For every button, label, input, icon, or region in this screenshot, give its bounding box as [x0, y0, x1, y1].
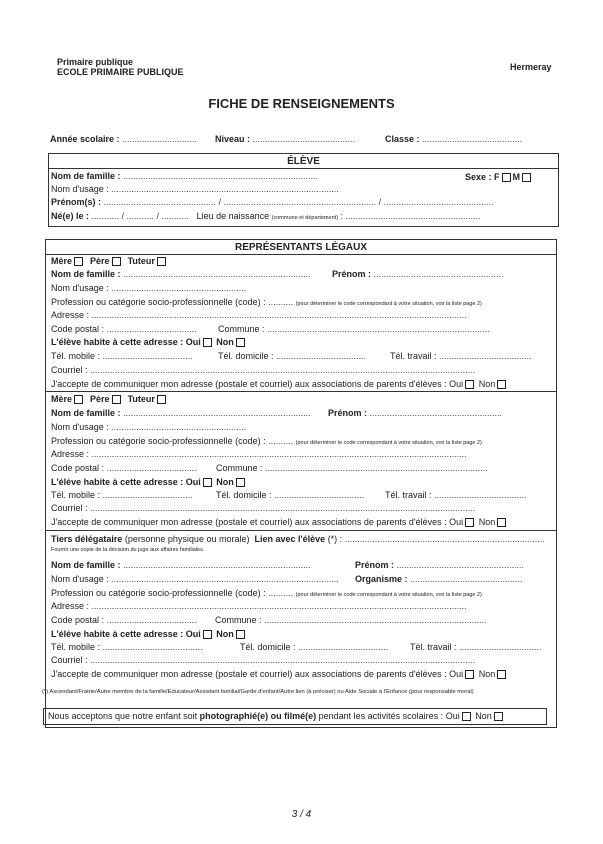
rep2-tel-travail[interactable]: Tél. travail : .....................................: [385, 490, 527, 500]
rep1-habite[interactable]: L'élève habite à cette adresse : Oui Non: [51, 337, 247, 348]
tiers-label: Tiers délégataire (personne physique ou morale) Lien avec l'élève (*) : ................................................................................: [51, 534, 545, 544]
eleve-naissance-field[interactable]: Né(e) le : ........... / ........... / ........... Lieu de naissance (commune et département) : ......................................................: [51, 211, 481, 221]
tiers-adresse[interactable]: Adresse : ......................................................................................................................................................: [51, 601, 467, 611]
rep2-tel-mobile[interactable]: Tél. mobile : ....................................: [51, 490, 193, 500]
rep2-nom[interactable]: Nom de famille : ...........................................................................: [51, 408, 311, 418]
rep1-nom[interactable]: Nom de famille : ...........................................................................: [51, 269, 311, 279]
tiers-fournir: Fournir une copie de la décision du juge aux affaires familiales.: [51, 547, 205, 553]
rep1-tel-travail[interactable]: Tél. travail : .....................................: [390, 351, 532, 361]
tiers-courriel[interactable]: Courriel : ..........................................................................................................................................................: [51, 655, 476, 665]
tiers-cp[interactable]: Code postal : ....................................: [51, 615, 197, 625]
tiers-organisme[interactable]: Organisme : .............................................: [355, 574, 523, 584]
separator: [45, 530, 556, 531]
footnote: (*) Ascendant/Fratrie/Autre membre de la famille/Educateur/Assistant familial/Garde d'enfant/Autre lien (à préciser) ou Aide Sociale à l'Enfance (pour responsable moral): [42, 689, 474, 695]
photo-consent[interactable]: Nous acceptons que notre enfant soit photographié(e) ou filmé(e) pendant les activités scolaires : Oui Non: [43, 708, 547, 725]
niveau-field[interactable]: Niveau : .........................................: [215, 134, 356, 144]
photo-non-checkbox[interactable]: [494, 712, 503, 721]
sexe-f-checkbox[interactable]: [502, 173, 511, 182]
rep1-profession[interactable]: Profession ou catégorie socio-professionnelle (code) : .......... (pour déterminer le code correspondant à votre situation, voir la liste page 2): [51, 297, 482, 307]
rep2-accepte[interactable]: J'accepte de communiquer mon adresse (postale et courriel) aux associations de parents d'élèves : Oui Non: [51, 517, 508, 528]
separator: [45, 391, 556, 392]
rep1-tel-mobile[interactable]: Tél. mobile : ....................................: [51, 351, 193, 361]
classe-field[interactable]: Classe : ........................................: [385, 134, 523, 144]
photo-oui-checkbox[interactable]: [462, 712, 471, 721]
rep2-prenom[interactable]: Prénom : .....................................................: [328, 408, 503, 418]
rep2-profession[interactable]: Profession ou catégorie socio-professionnelle (code) : .......... (pour déterminer le code correspondant à votre situation, voir la liste page 2): [51, 436, 482, 446]
sexe-m-checkbox[interactable]: [522, 173, 531, 182]
tiers-commune[interactable]: Commune : .........................................................................................: [215, 615, 487, 625]
rep2-courriel[interactable]: Courriel : ..........................................................................................................................................................: [51, 503, 476, 513]
rep1-adresse[interactable]: Adresse : ......................................................................................................................................................: [51, 310, 467, 320]
tiers-habite[interactable]: L'élève habite à cette adresse : Oui Non: [51, 629, 247, 640]
tiers-accepte[interactable]: J'accepte de communiquer mon adresse (postale et courriel) aux associations de parents d'élèves : Oui Non: [51, 669, 508, 680]
eleve-heading: ÉLÈVE: [49, 156, 558, 169]
rep1-commune[interactable]: Commune : .........................................................................................: [218, 324, 490, 334]
rep2-role[interactable]: Mère Père Tuteur: [51, 394, 168, 405]
eleve-nom-field[interactable]: Nom de famille : ..............................................................................: [51, 171, 319, 181]
page-title: FICHE DE RENSEIGNEMENTS: [208, 96, 395, 111]
school-name: ECOLE PRIMAIRE PUBLIQUE: [57, 67, 184, 77]
rep2-cp[interactable]: Code postal : ....................................: [51, 463, 197, 473]
sexe-field[interactable]: Sexe : F M: [465, 172, 533, 183]
rep2-tel-domicile[interactable]: Tél. domicile : ....................................: [216, 490, 365, 500]
rep1-role[interactable]: Mère Père Tuteur: [51, 256, 168, 267]
annee-field[interactable]: Année scolaire : ..............................: [50, 134, 198, 144]
tiers-tel-travail[interactable]: Tél. travail : .................................: [410, 642, 542, 652]
tiers-tel-domicile[interactable]: Tél. domicile : ....................................: [240, 642, 389, 652]
tiers-nom[interactable]: Nom de famille : ...........................................................................: [51, 560, 311, 570]
rep2-adresse[interactable]: Adresse : ......................................................................................................................................................: [51, 449, 467, 459]
representants-heading: REPRÉSENTANTS LÉGAUX: [46, 242, 556, 255]
rep1-tel-domicile[interactable]: Tél. domicile : ....................................: [218, 351, 367, 361]
eleve-usage-field[interactable]: Nom d'usage : ...........................................................................................: [51, 184, 339, 194]
rep1-cp[interactable]: Code postal : ....................................: [51, 324, 197, 334]
page-number: 3 / 4: [291, 809, 312, 820]
tiers-usage[interactable]: Nom d'usage : ...........................................................................................: [51, 574, 339, 584]
rep2-commune[interactable]: Commune : .........................................................................................: [216, 463, 488, 473]
rep1-accepte[interactable]: J'accepte de communiquer mon adresse (postale et courriel) aux associations de parents d'élèves : Oui Non: [51, 379, 508, 390]
tiers-prenom[interactable]: Prénom : ...................................................: [355, 560, 525, 570]
rep1-prenom[interactable]: Prénom : ....................................................: [332, 269, 504, 279]
tiers-tel-mobile[interactable]: Tél. mobile : ........................................: [51, 642, 203, 652]
tiers-profession[interactable]: Profession ou catégorie socio-professionnelle (code) : .......... (pour déterminer le code correspondant à votre situation, voir la liste page 2): [51, 588, 482, 598]
rep1-usage[interactable]: Nom d'usage : ......................................................: [51, 283, 247, 293]
rep1-courriel[interactable]: Courriel : ..........................................................................................................................................................: [51, 365, 476, 375]
rep2-usage[interactable]: Nom d'usage : ......................................................: [51, 422, 247, 432]
eleve-prenoms-field[interactable]: Prénom(s) : ............................................. / ............................................................. / ............................................: [51, 197, 494, 207]
school-type: Primaire publique: [57, 57, 134, 67]
town-name: Hermeray: [510, 62, 552, 72]
rep2-habite[interactable]: L'élève habite à cette adresse : Oui Non: [51, 477, 247, 488]
